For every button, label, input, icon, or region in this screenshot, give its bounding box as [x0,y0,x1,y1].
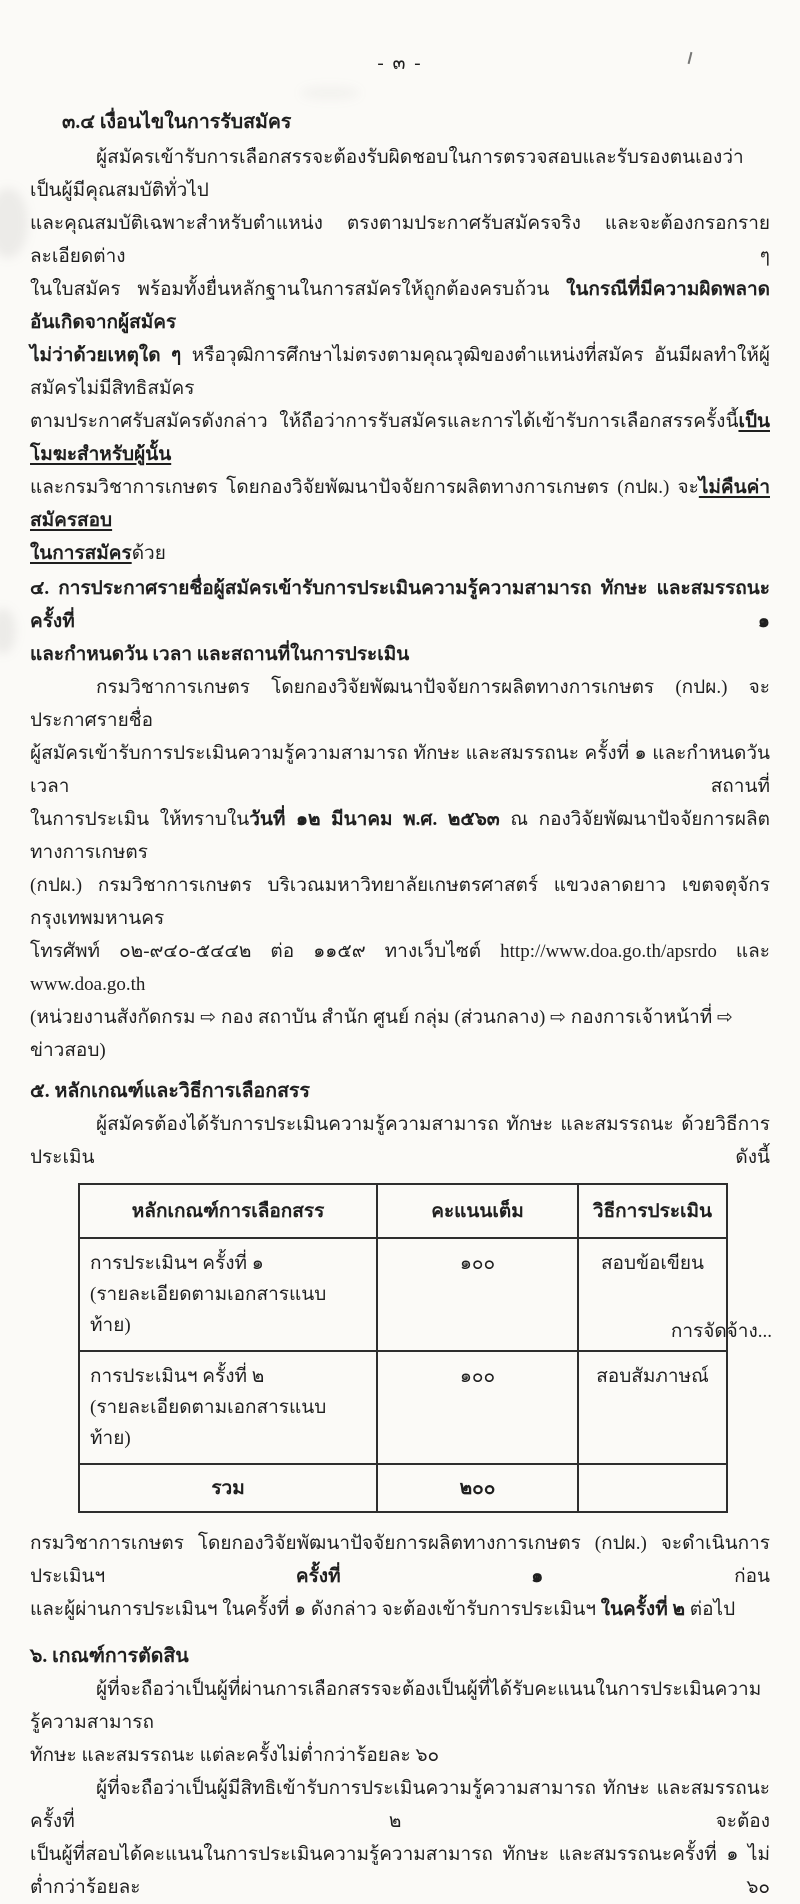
text-run: ครั้งที่ ๑ [295,1566,544,1587]
text-run: และกรมวิชาการเกษตร โดยกองวิจัยพัฒนาปัจจัยการผลิตทางการเกษตร (กปผ.) จะ [30,477,699,498]
cell-total-label: รวม [79,1464,377,1512]
text-run: ผู้สมัครต้องได้รับการประเมินความรู้ความสามารถ ทักษะ และสมรรถนะ ด้วยวิธีการประเมิน ดังนี้ [30,1114,770,1168]
cell-total-score: ๒๐๐ [377,1464,578,1512]
cell-method-1: สอบข้อเขียน [578,1238,727,1351]
text-run: เป็นผู้ที่สอบได้คะแนนในการประเมินความรู้ความสามารถ ทักษะ และสมรรถนะครั้งที่ ๑ ไม่ต่ำกว่าร้อยละ ๖๐ [30,1844,770,1898]
criteria-detail: (รายละเอียดตามเอกสารแนบท้าย) [90,1397,327,1449]
text-run: ในครั้งที่ ๒ [600,1599,686,1620]
text-run: ทักษะ และสมรรถนะ แต่ละครั้งไม่ต่ำกว่าร้อยละ ๖๐ [30,1745,440,1766]
section-4-paragraph [30,671,770,1067]
text-line [30,141,770,207]
criteria-name: การประเมินฯ ครั้งที่ ๑ [90,1253,264,1274]
text-line [30,572,770,638]
text-line [30,1001,770,1067]
header-cell-method: วิธีการประเมิน [578,1184,727,1238]
text-line [30,1673,770,1739]
text-line [30,935,770,1001]
header-cell-full-score: คะแนนเต็ม [377,1184,578,1238]
text-line [30,1527,770,1593]
text-run: ในกรณีที่มีความผิดพลาดอันเกิดจากผู้สมัคร [30,279,770,333]
section-6-paragraph-2 [30,1772,770,1904]
page-number: - ๓ - [377,53,423,74]
text-run: ไม่คืนค่าสมัครสอบ [30,477,770,531]
text-line [30,471,770,537]
text-line [30,1739,770,1772]
text-line [30,1838,770,1904]
text-run: โทรศัพท์ ๐๒-๙๔๐-๕๔๔๒ ต่อ ๑๑๕๙ ทางเว็บไซต์ http://www.doa.go.th/apsrdo และ www.doa.go.th [30,941,770,995]
cell-score-1: ๑๐๐ [377,1238,578,1351]
text-line [30,638,770,671]
text-run: ในใบสมัคร พร้อมทั้งยื่นหลักฐานในการสมัครให้ถูกต้องครบถ้วน [30,279,567,300]
page-continuation-note: การจัดจ้าง... [670,1321,772,1342]
text-run: ก่อน [543,1566,770,1587]
selection-criteria-table [78,1183,728,1513]
text-line [30,339,770,405]
text-run: (กปผ.) กรมวิชาการเกษตร บริเวณมหาวิทยาลัยเกษตรศาสตร์ แขวงลาดยาว เขตจตุจักร กรุงเทพมหานคร [30,875,770,929]
text-run: กรมวิชาการเกษตร โดยกองวิจัยพัฒนาปัจจัยการผลิตทางการเกษตร (กปผ.) จะดำเนินการประเมินฯ [30,1533,770,1587]
cell-criteria-1 [79,1238,377,1351]
text-run: ต่อไป [685,1599,736,1620]
text-run: ผู้ที่จะถือว่าเป็นผู้มีสิทธิเข้ารับการประเมินความรู้ความสามารถ ทักษะ และสมรรถนะ ครั้งที่ ๒ จะต้อง [30,1778,770,1832]
section-5-intro [30,1108,770,1174]
section-5-heading: ๕. หลักเกณฑ์และวิธีการเลือกสรร [30,1081,310,1102]
text-line [30,671,770,737]
text-run: ผู้สมัครเข้ารับการประเมินความรู้ความสามารถ ทักษะ และสมรรถนะ ครั้งที่ ๑ และกำหนดวัน เวลา สถานที่ [30,743,770,797]
section-4-heading [30,572,770,671]
header-cell-criteria: หลักเกณฑ์การเลือกสรร [79,1184,377,1238]
text-run: วันที่ ๑๒ มีนาคม พ.ศ. ๒๕๖๓ [249,809,500,830]
text-run: ผู้สมัครเข้ารับการเลือกสรรจะต้องรับผิดชอบในการตรวจสอบและรับรองตนเองว่าเป็นผู้มีคุณสมบัติทั่วไป [30,147,744,201]
text-line [30,1772,770,1838]
text-run: เป็นโมฆะสำหรับผู้นั้น [30,411,770,465]
text-run: ๔. การประกาศรายชื่อผู้สมัครเข้ารับการประเมินความรู้ความสามารถ ทักษะ และสมรรถนะ ครั้งที่ ๑ [30,578,770,632]
text-line [30,405,770,471]
text-run: และผู้ผ่านการประเมินฯ ในครั้งที่ ๑ ดังกล่าว จะต้องเข้ารับการประเมินฯ [30,1599,601,1620]
section-3-4-paragraph [30,141,770,570]
table-row-assessment-2 [79,1351,727,1464]
criteria-name: การประเมินฯ ครั้งที่ ๒ [90,1366,265,1387]
table-row-total [79,1464,727,1512]
text-run: ไม่ว่าด้วยเหตุใด ๆ [30,345,182,366]
text-run: ในการสมัคร [30,543,132,564]
text-line [30,803,770,869]
cell-method-2: สอบสัมภาษณ์ [578,1351,727,1464]
table-row-assessment-1 [79,1238,727,1351]
after-table-paragraph [30,1527,770,1626]
text-run: กรมวิชาการเกษตร โดยกองวิจัยพัฒนาปัจจัยการผลิตทางการเกษตร (กปผ.) จะประกาศรายชื่อ [30,677,770,731]
section-6-heading: ๖. เกณฑ์การตัดสิน [30,1646,189,1667]
document-page [0,48,800,1904]
criteria-detail: (รายละเอียดตามเอกสารแนบท้าย) [90,1284,327,1336]
text-line [30,273,770,339]
text-run: ในการประเมิน ให้ทราบใน [30,809,250,830]
section-3-4-heading: ๓.๔ เงื่อนไขในการรับสมัคร [62,112,292,133]
text-line [30,1593,770,1626]
text-run: ณ กองวิจัยพัฒนาปัจจัยการผลิตทางการเกษตร [30,809,770,863]
text-line [30,869,770,935]
text-run: ตามประกาศรับสมัครดังกล่าว ให้ถือว่าการรับสมัครและการได้เข้ารับการเลือกสรรครั้งนี้ [30,411,739,432]
cell-score-2: ๑๐๐ [377,1351,578,1464]
text-line [30,537,770,570]
text-run: ผู้ที่จะถือว่าเป็นผู้ที่ผ่านการเลือกสรรจะต้องเป็นผู้ที่ได้รับคะแนนในการประเมินความรู้ความสามารถ [30,1679,762,1733]
text-run: ด้วย [131,543,166,564]
text-run: และคุณสมบัติเฉพาะสำหรับตำแหน่ง ตรงตามประกาศรับสมัครจริง และจะต้องกรอกรายละเอียดต่าง ๆ [30,213,770,267]
text-run: หรือวุฒิการศึกษาไม่ตรงตามคุณวุฒิของตำแหน่งที่สมัคร อันมีผลทำให้ผู้สมัครไม่มีสิทธิสมัคร [30,345,770,399]
text-line [30,737,770,803]
text-line [30,207,770,273]
text-line [30,1108,770,1174]
scan-smudge [300,86,360,100]
text-run: และกำหนดวัน เวลา และสถานที่ในการประเมิน [30,644,410,665]
table-header-row [79,1184,727,1238]
section-6-paragraph-1 [30,1673,770,1772]
text-run: (หน่วยงานสังกัดกรม ⇨ กอง สถาบัน สำนัก ศูนย์ กลุ่ม (ส่วนกลาง) ⇨ กองการเจ้าหน้าที่ ⇨ ข่าวสอบ) [30,1007,733,1061]
cell-total-method [578,1464,727,1512]
cell-criteria-2 [79,1351,377,1464]
